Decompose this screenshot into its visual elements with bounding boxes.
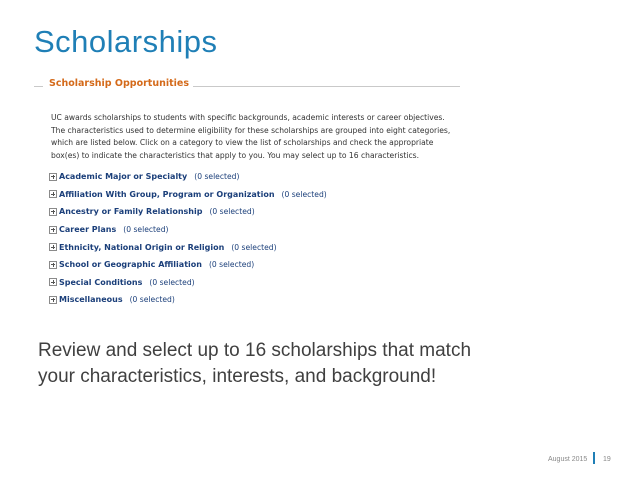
plus-box-icon[interactable] xyxy=(49,208,57,216)
plus-box-icon[interactable] xyxy=(49,243,57,251)
plus-box-icon[interactable] xyxy=(49,296,57,304)
review-text-line: Review and select up to 16 scholarships that match xyxy=(38,340,472,361)
panel-header xyxy=(34,78,460,94)
panel-title: Scholarship Opportunities xyxy=(43,78,193,89)
description-line: UC awards scholarships to students with specific backgrounds, academic interests or career objectives. xyxy=(51,113,445,122)
category-list xyxy=(49,168,327,309)
category-item-school-geographic[interactable] xyxy=(49,256,327,274)
plus-box-icon[interactable] xyxy=(49,278,57,286)
category-selected-count: (0 selected) xyxy=(123,225,169,235)
category-link[interactable]: Career Plans xyxy=(59,225,117,235)
category-selected-count: (0 selected) xyxy=(194,172,240,182)
category-selected-count: (0 selected) xyxy=(149,277,195,287)
category-selected-count: (0 selected) xyxy=(208,260,255,270)
category-selected-count: (0 selected) xyxy=(281,189,327,199)
plus-box-icon[interactable] xyxy=(49,173,57,181)
plus-box-icon[interactable] xyxy=(49,261,57,269)
category-link[interactable]: Ethnicity, National Origin or Religion xyxy=(59,242,225,252)
category-item-career-plans[interactable] xyxy=(49,221,327,239)
category-link[interactable]: Academic Major or Specialty xyxy=(59,172,188,182)
description-line: box(es) to indicate the characteristics that apply to you. You may select up to 16 characteristics. xyxy=(51,150,420,160)
footer-divider xyxy=(593,452,595,464)
review-text-line: your characteristics, interests, and background! xyxy=(38,366,437,387)
category-selected-count: (0 selected) xyxy=(129,295,175,305)
category-item-academic-major[interactable] xyxy=(49,168,327,186)
review-instruction-text xyxy=(38,338,558,390)
plus-box-icon[interactable] xyxy=(49,226,57,234)
category-link[interactable]: Special Conditions xyxy=(59,277,143,287)
footer-date: August 2015 xyxy=(548,456,588,463)
panel-description xyxy=(51,112,461,162)
category-item-ancestry[interactable] xyxy=(49,203,327,221)
category-item-miscellaneous[interactable] xyxy=(49,291,327,309)
category-item-ethnicity[interactable] xyxy=(49,238,327,256)
category-link[interactable]: Affiliation With Group, Program or Organization xyxy=(59,189,275,199)
category-link[interactable]: Ancestry or Family Relationship xyxy=(59,207,203,217)
plus-box-icon[interactable] xyxy=(49,190,57,198)
category-selected-count: (0 selected) xyxy=(231,242,277,252)
page-number: 19 xyxy=(603,456,611,463)
description-line: which are listed below. Click on a category to view the list of scholarships and check the appropriate xyxy=(51,138,434,148)
slide-title: Scholarships xyxy=(34,24,218,59)
category-selected-count: (0 selected) xyxy=(209,207,255,217)
description-line: The characteristics used to determine eligibility for these scholarships are grouped into eight categories, xyxy=(51,125,451,135)
category-item-special-conditions[interactable] xyxy=(49,274,327,292)
category-link[interactable]: Miscellaneous xyxy=(59,295,123,305)
category-item-affiliation[interactable] xyxy=(49,186,327,204)
category-link[interactable]: School or Geographic Affiliation xyxy=(59,260,202,270)
